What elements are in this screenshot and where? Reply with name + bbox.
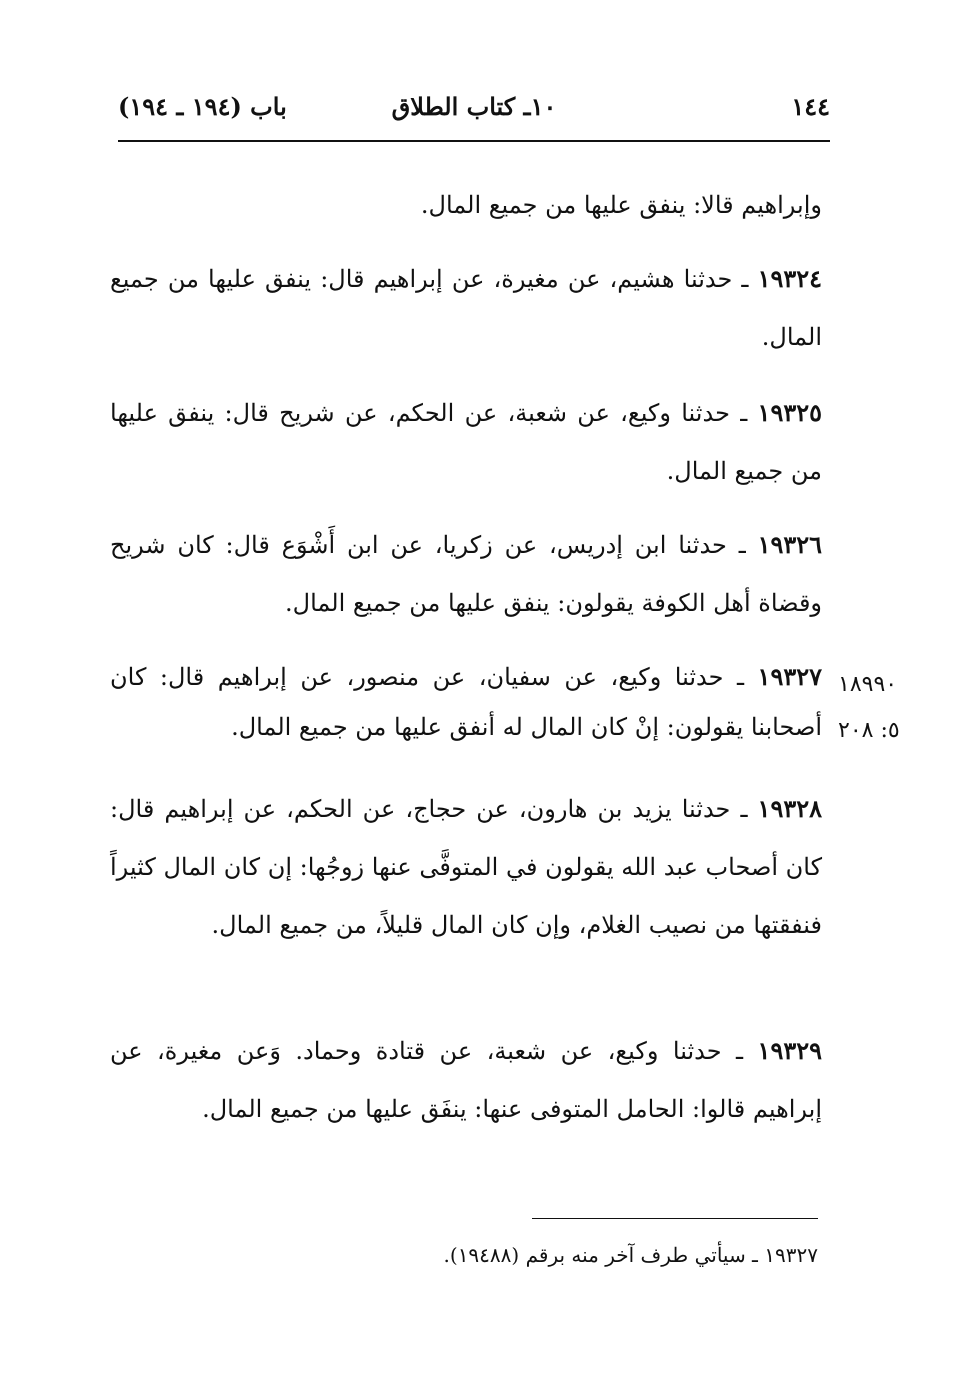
margin-note-2: ٥: ٢٠٨ (838, 718, 900, 743)
hadith-19326 (110, 516, 822, 632)
hadith-19324 (110, 250, 822, 366)
hadith-text: ـ حدثنا وكيع، عن سفيان، عن منصور، عن إبراهيم قال: كان أصحابنا يقولون: إنْ كان المال له أنفق عليها من جميع المال. (110, 663, 822, 741)
page-header (118, 92, 830, 132)
hadith-19325 (110, 384, 822, 500)
paragraph-text: وإبراهيم قالا: ينفق عليها من جميع المال. (420, 191, 822, 219)
hadith-text: ـ حدثنا يزيد بن هارون، عن حجاج، عن الحكم، عن إبراهيم قال: كان أصحاب عبد الله يقولون في المتوفَّى عنها زوجُها: إن كان المال كثيراً فنفقتها من نصيب الغلام، وإن كان المال قليلاً، من جميع المال. (110, 795, 822, 939)
hadith-text: ـ حدثنا وكيع، عن شعبة، عن قتادة وحماد. وَعن مغيرة، عن إبراهيم قالوا: الحامل المتوفى عنها: ينفَق عليها من جميع المال. (110, 1037, 822, 1123)
paragraph-continuation (110, 176, 822, 234)
hadith-text: ـ حدثنا وكيع، عن شعبة، عن الحكم، عن شريح قال: ينفق عليها من جميع المال. (110, 399, 822, 485)
hadith-19329 (110, 1022, 822, 1138)
footnote-divider (532, 1218, 818, 1219)
header-divider (118, 140, 830, 142)
hadith-number: ١٩٣٢٥ (757, 398, 822, 427)
hadith-19328 (110, 780, 822, 954)
hadith-19327 (110, 652, 822, 752)
hadith-number: ١٩٣٢٧ (757, 662, 822, 691)
hadith-text: ـ حدثنا ابن إدريس، عن زكريا، عن ابن أَشْوَع قال: كان شريح وقضاة أهل الكوفة يقولون: ينفق عليها من جميع المال. (110, 531, 822, 617)
book-title: ١٠ـ كتاب الطلاق (391, 92, 557, 121)
footnote: ١٩٣٢٧ ـ سيأتي طرف آخر منه برقم (١٩٤٨٨). (443, 1243, 818, 1267)
page-number: ١٤٤ (791, 92, 830, 121)
hadith-number: ١٩٣٢٦ (757, 530, 823, 559)
hadith-number: ١٩٣٢٩ (757, 1036, 822, 1065)
chapter-label: باب (١٩٤ ـ ١٩٤) (118, 92, 287, 121)
hadith-text: ـ حدثنا هشيم، عن مغيرة، عن إبراهيم قال: ينفق عليها من جميع المال. (110, 265, 822, 351)
margin-note-1: ١٨٩٩٠ (838, 672, 898, 697)
hadith-number: ١٩٣٢٨ (757, 794, 822, 823)
hadith-number: ١٩٣٢٤ (757, 264, 823, 293)
